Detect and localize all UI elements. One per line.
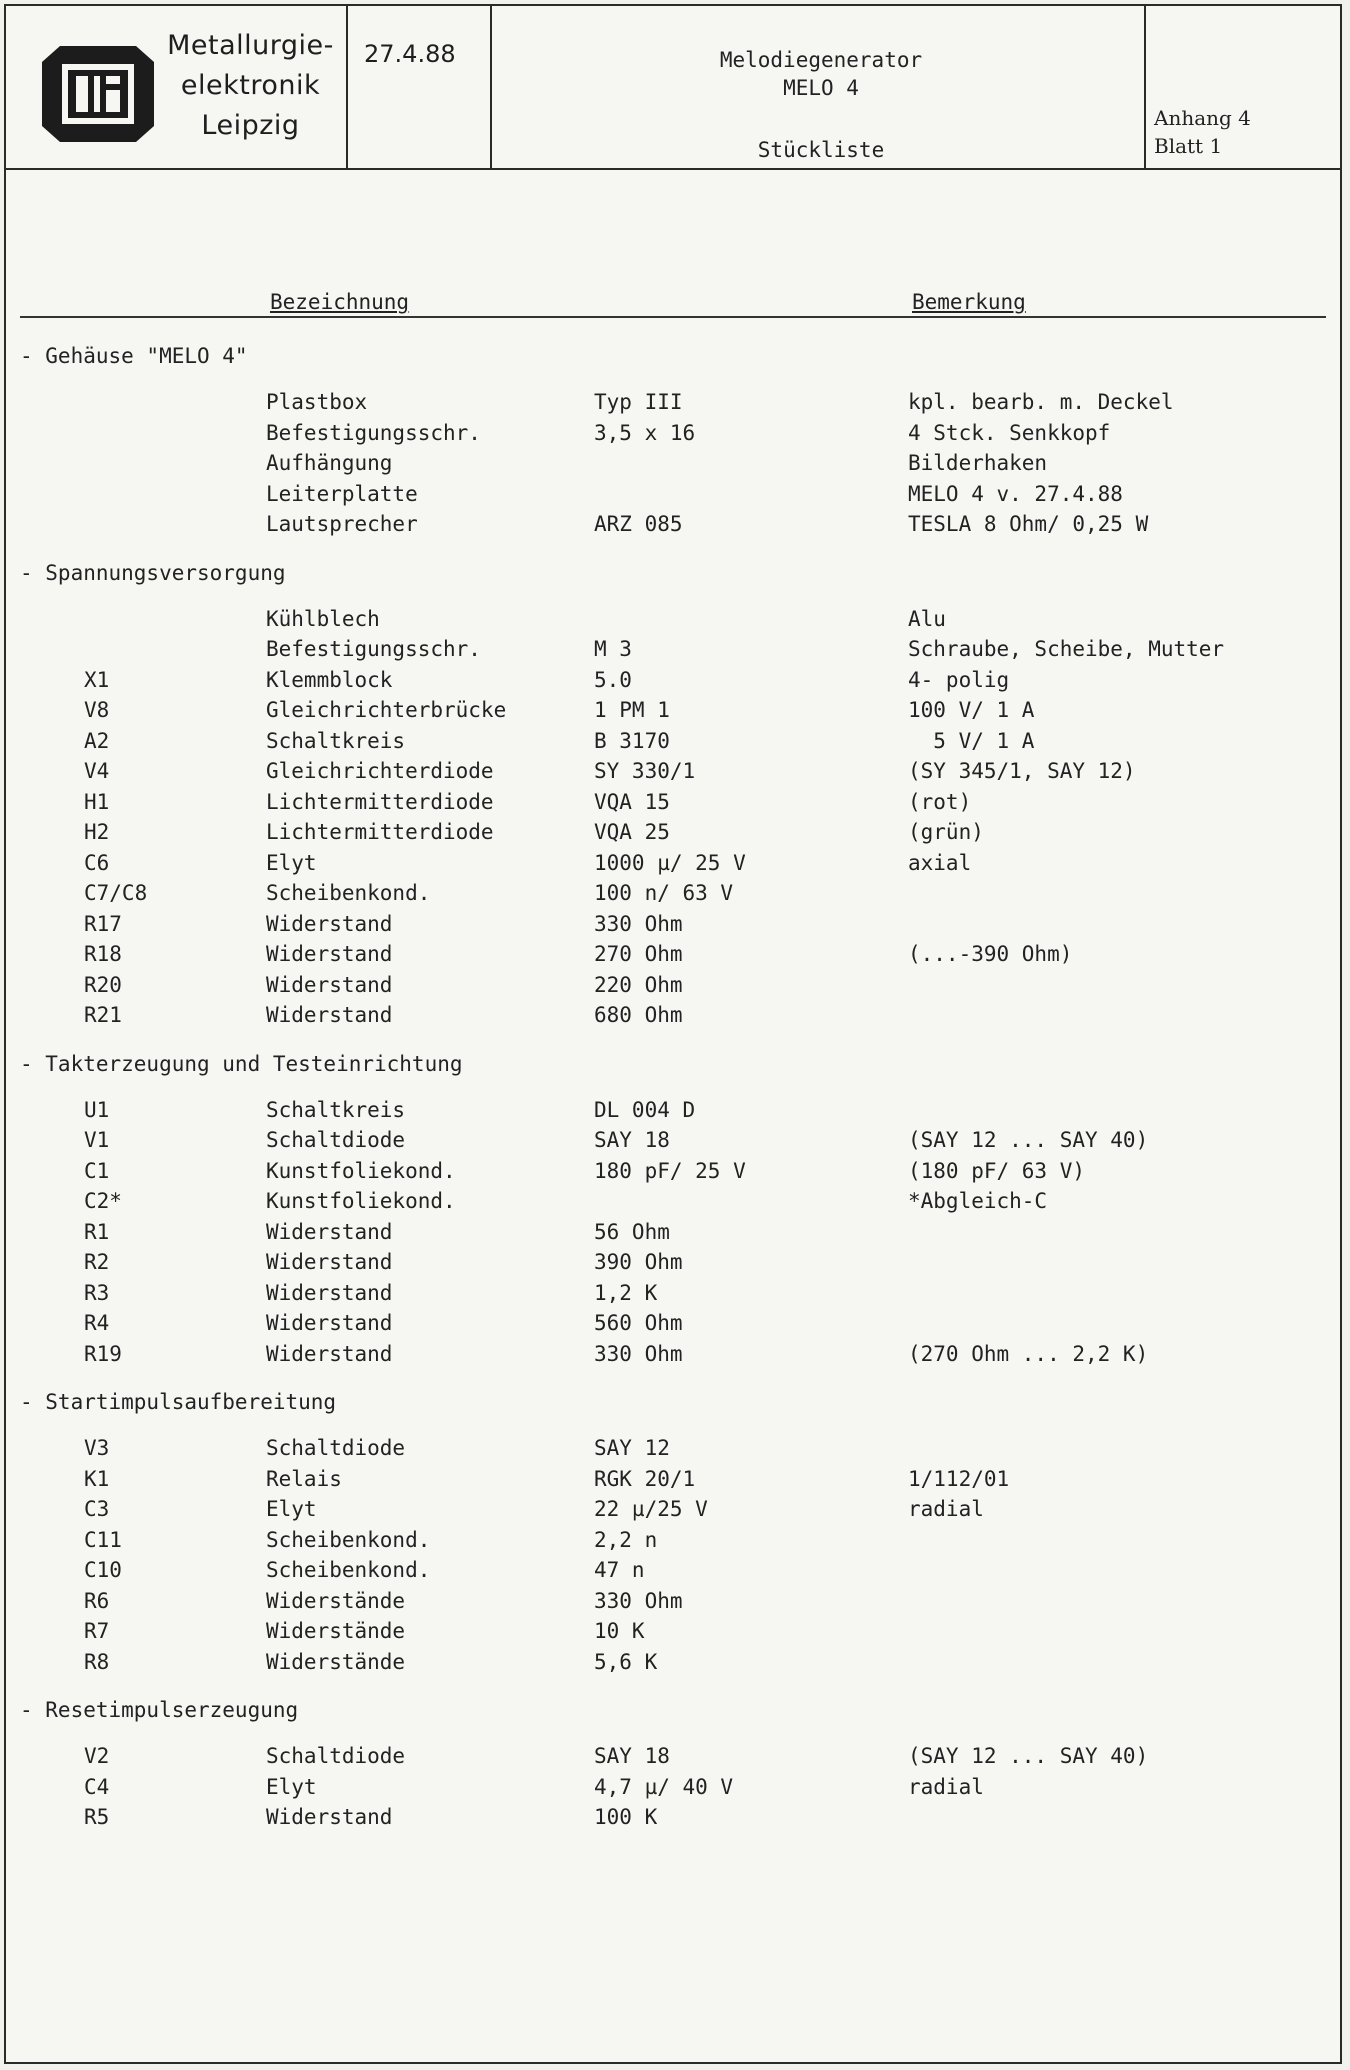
- part-value: 330 Ohm: [594, 1588, 683, 1613]
- part-designation: Befestigungsschr.: [266, 420, 481, 445]
- title-block-header: [6, 6, 1340, 170]
- part-row: [6, 1189, 1340, 1219]
- part-remark: *Abgleich-C: [908, 1189, 1048, 1213]
- part-value: ARZ 085: [594, 512, 683, 536]
- part-reference: R18: [84, 942, 122, 966]
- section-title: - Takterzeugung und Testeinrichtung: [20, 1051, 463, 1076]
- organization-line: Leipzig: [201, 110, 300, 141]
- part-row: [6, 759, 1340, 789]
- part-row: [6, 1619, 1340, 1649]
- part-designation: Widerstand: [266, 1805, 393, 1829]
- part-row: [6, 1744, 1340, 1774]
- part-value: 1,2 K: [594, 1280, 658, 1305]
- part-value: 560 Ohm: [594, 1311, 683, 1335]
- section-title: - Spannungsversorgung: [20, 560, 286, 585]
- part-designation: Schaltkreis: [266, 728, 406, 753]
- part-reference: R17: [84, 911, 122, 936]
- part-designation: Lichtermitterdiode: [266, 820, 494, 844]
- part-value: 330 Ohm: [594, 911, 683, 936]
- organization-line: Metallurgie-: [167, 30, 334, 61]
- part-reference: R4: [84, 1311, 110, 1335]
- part-value: SAY 12: [594, 1436, 670, 1460]
- part-row: [6, 698, 1340, 728]
- part-designation: Widerstand: [266, 1311, 393, 1335]
- part-remark: (...-390 Ohm): [908, 942, 1073, 966]
- part-designation: Plastbox: [266, 390, 368, 414]
- part-value: 4,7 µ/ 40 V: [594, 1774, 734, 1799]
- part-designation: Kühlblech: [266, 606, 380, 631]
- part-designation: Schaltdiode: [266, 1744, 406, 1768]
- part-row: [6, 668, 1340, 698]
- part-reference: U1: [84, 1097, 110, 1122]
- part-row: [6, 729, 1340, 759]
- part-reference: R6: [84, 1588, 110, 1613]
- part-value: RGK 20/1: [594, 1466, 696, 1491]
- organization-line: elektronik: [180, 70, 321, 101]
- part-remark: radial: [908, 1774, 984, 1799]
- part-reference: K1: [84, 1466, 110, 1491]
- part-reference: V8: [84, 698, 110, 722]
- part-row: [6, 1003, 1340, 1033]
- part-designation: Lichtermitterdiode: [266, 789, 494, 814]
- part-remark: (grün): [908, 820, 984, 844]
- part-value: 22 µ/25 V: [594, 1497, 708, 1521]
- part-value: 56 Ohm: [594, 1219, 670, 1244]
- part-reference: C7/C8: [84, 881, 148, 905]
- part-remark: kpl. bearb. m. Deckel: [908, 390, 1174, 414]
- part-value: 100 K: [594, 1805, 658, 1829]
- part-row: [6, 942, 1340, 972]
- part-row: [6, 1650, 1340, 1680]
- part-remark: (SY 345/1, SAY 12): [908, 759, 1136, 783]
- document-title: [496, 46, 1146, 164]
- part-value: 100 n/ 63 V: [594, 881, 734, 905]
- part-row: [6, 512, 1340, 542]
- column-header-remark: Bemerkung: [912, 290, 1026, 314]
- part-designation: Widerstand: [266, 1003, 393, 1027]
- part-designation: Klemmblock: [266, 667, 393, 692]
- part-value: B 3170: [594, 728, 670, 753]
- part-designation: Scheibenkond.: [266, 1527, 431, 1552]
- part-designation: Widerstand: [266, 1250, 393, 1274]
- part-reference: V2: [84, 1744, 110, 1768]
- part-value: 1 PM 1: [594, 698, 670, 722]
- document-type: Stückliste: [757, 138, 885, 162]
- column-header-designation: Bezeichnung: [270, 290, 410, 314]
- part-remark: MELO 4 v. 27.4.88: [908, 481, 1123, 506]
- section-title: - Startimpulsaufbereitung: [20, 1390, 337, 1414]
- part-remark: TESLA 8 Ohm/ 0,25 W: [908, 512, 1149, 536]
- part-reference: H2: [84, 820, 110, 844]
- part-value: VQA 15: [594, 789, 670, 814]
- part-row: [6, 1805, 1340, 1835]
- part-remark: 4- polig: [908, 667, 1010, 692]
- part-reference: R7: [84, 1619, 110, 1643]
- part-row: [6, 1311, 1340, 1341]
- part-remark: 100 V/ 1 A: [908, 698, 1035, 722]
- part-row: [6, 912, 1340, 942]
- part-value: 180 pF/ 25 V: [594, 1158, 746, 1183]
- part-reference: C3: [84, 1497, 110, 1521]
- part-value: VQA 25: [594, 820, 670, 844]
- part-designation: Lautsprecher: [266, 512, 418, 536]
- part-value: SAY 18: [594, 1744, 670, 1768]
- part-value: SAY 18: [594, 1128, 670, 1152]
- part-value: 1000 µ/ 25 V: [594, 850, 746, 875]
- part-row: [6, 1159, 1340, 1189]
- part-remark: Bilderhaken: [908, 451, 1048, 475]
- part-designation: Widerstände: [266, 1588, 406, 1613]
- part-row: [6, 607, 1340, 637]
- part-designation: Widerstände: [266, 1619, 406, 1643]
- part-designation: Widerstand: [266, 911, 393, 936]
- part-remark: Alu: [908, 606, 946, 631]
- part-value: Typ III: [594, 390, 683, 414]
- part-row: [6, 790, 1340, 820]
- part-designation: Elyt: [266, 1774, 317, 1799]
- part-remark: (180 pF/ 63 V): [908, 1158, 1086, 1183]
- section-title: - Gehäuse "MELO 4": [20, 344, 248, 368]
- title-line: MELO 4: [783, 76, 859, 100]
- part-reference: C10: [84, 1558, 122, 1582]
- part-value: 680 Ohm: [594, 1003, 683, 1027]
- part-reference: R20: [84, 972, 122, 997]
- part-designation: Scheibenkond.: [266, 1558, 431, 1582]
- part-value: 270 Ohm: [594, 942, 683, 966]
- part-remark: (SAY 12 ... SAY 40): [908, 1744, 1149, 1768]
- part-row: [6, 1497, 1340, 1527]
- part-row: [6, 451, 1340, 481]
- part-row: [6, 973, 1340, 1003]
- part-designation: Widerstand: [266, 1280, 393, 1305]
- part-reference: R2: [84, 1250, 110, 1274]
- part-value: 10 K: [594, 1619, 645, 1643]
- part-row: [6, 881, 1340, 911]
- part-value: 5.0: [594, 667, 632, 692]
- part-row: [6, 1436, 1340, 1466]
- part-remark: (SAY 12 ... SAY 40): [908, 1128, 1149, 1152]
- part-row: [6, 1775, 1340, 1805]
- part-designation: Relais: [266, 1466, 342, 1491]
- part-row: [6, 1467, 1340, 1497]
- part-value: DL 004 D: [594, 1097, 696, 1122]
- part-remark: axial: [908, 850, 972, 875]
- annex-label: Anhang 4: [1154, 106, 1251, 130]
- document-date: 27.4.88: [364, 40, 456, 68]
- part-row: [6, 1589, 1340, 1619]
- part-designation: Elyt: [266, 850, 317, 875]
- part-value: M 3: [594, 637, 632, 661]
- part-reference: R5: [84, 1805, 110, 1829]
- part-row: [6, 820, 1340, 850]
- part-designation: Widerstände: [266, 1649, 406, 1674]
- header-divider: [490, 6, 492, 170]
- part-designation: Elyt: [266, 1497, 317, 1521]
- part-row: [6, 1128, 1340, 1158]
- part-remark: (270 Ohm ... 2,2 K): [908, 1341, 1149, 1366]
- part-value: 390 Ohm: [594, 1250, 683, 1274]
- part-row: [6, 482, 1340, 512]
- part-reference: C2*: [84, 1189, 122, 1213]
- part-reference: R21: [84, 1003, 122, 1027]
- part-designation: Kunstfoliekond.: [266, 1158, 456, 1183]
- part-reference: R8: [84, 1649, 110, 1674]
- part-reference: H1: [84, 789, 110, 814]
- part-remark: 4 Stck. Senkkopf: [908, 420, 1111, 445]
- part-designation: Scheibenkond.: [266, 881, 431, 905]
- part-designation: Widerstand: [266, 972, 393, 997]
- part-reference: V3: [84, 1436, 110, 1460]
- part-designation: Schaltdiode: [266, 1128, 406, 1152]
- part-value: 3,5 x 16: [594, 420, 696, 445]
- part-row: [6, 1098, 1340, 1128]
- header-divider: [346, 6, 348, 170]
- part-reference: C1: [84, 1158, 110, 1183]
- part-reference: V1: [84, 1128, 110, 1152]
- part-reference: A2: [84, 728, 110, 753]
- part-designation: Widerstand: [266, 1341, 393, 1366]
- part-designation: Gleichrichterbrücke: [266, 698, 507, 722]
- part-row: [6, 1250, 1340, 1280]
- part-row: [6, 637, 1340, 667]
- part-reference: C4: [84, 1774, 110, 1799]
- part-value: 220 Ohm: [594, 972, 683, 997]
- part-designation: Kunstfoliekond.: [266, 1189, 456, 1213]
- parts-list-sheet: [4, 4, 1342, 2064]
- part-remark: radial: [908, 1497, 984, 1521]
- header-rule: [20, 316, 1326, 318]
- part-designation: Leiterplatte: [266, 481, 418, 506]
- part-reference: C11: [84, 1527, 122, 1552]
- part-reference: R19: [84, 1341, 122, 1366]
- part-value: 47 n: [594, 1558, 645, 1582]
- part-reference: R1: [84, 1219, 110, 1244]
- part-row: [6, 1342, 1340, 1372]
- part-row: [6, 421, 1340, 451]
- title-line: Melodiegenerator: [719, 48, 923, 72]
- company-logo: [38, 40, 158, 148]
- part-remark: (rot): [908, 789, 972, 814]
- part-reference: V4: [84, 759, 110, 783]
- part-row: [6, 1558, 1340, 1588]
- part-reference: C6: [84, 850, 110, 875]
- part-designation: Aufhängung: [266, 451, 393, 475]
- part-value: SY 330/1: [594, 759, 696, 783]
- part-designation: Schaltkreis: [266, 1097, 406, 1122]
- sheet-number: Blatt 1: [1154, 134, 1223, 158]
- part-designation: Gleichrichterdiode: [266, 759, 494, 783]
- organization-name: [158, 26, 343, 146]
- part-value: 5,6 K: [594, 1649, 658, 1674]
- part-reference: R3: [84, 1280, 110, 1305]
- part-remark: 5 V/ 1 A: [908, 728, 1035, 753]
- part-row: [6, 1528, 1340, 1558]
- part-reference: X1: [84, 667, 110, 692]
- part-value: 330 Ohm: [594, 1341, 683, 1366]
- part-designation: Widerstand: [266, 942, 393, 966]
- part-designation: Befestigungsschr.: [266, 637, 481, 661]
- section-title: - Resetimpulserzeugung: [20, 1698, 299, 1722]
- part-remark: 1/112/01: [908, 1466, 1010, 1491]
- annex-info: [1154, 104, 1251, 160]
- part-row: [6, 390, 1340, 420]
- part-value: 2,2 n: [594, 1527, 658, 1552]
- part-remark: Schraube, Scheibe, Mutter: [908, 637, 1225, 661]
- part-row: [6, 1220, 1340, 1250]
- part-designation: Widerstand: [266, 1219, 393, 1244]
- part-row: [6, 1281, 1340, 1311]
- part-designation: Schaltdiode: [266, 1436, 406, 1460]
- part-row: [6, 851, 1340, 881]
